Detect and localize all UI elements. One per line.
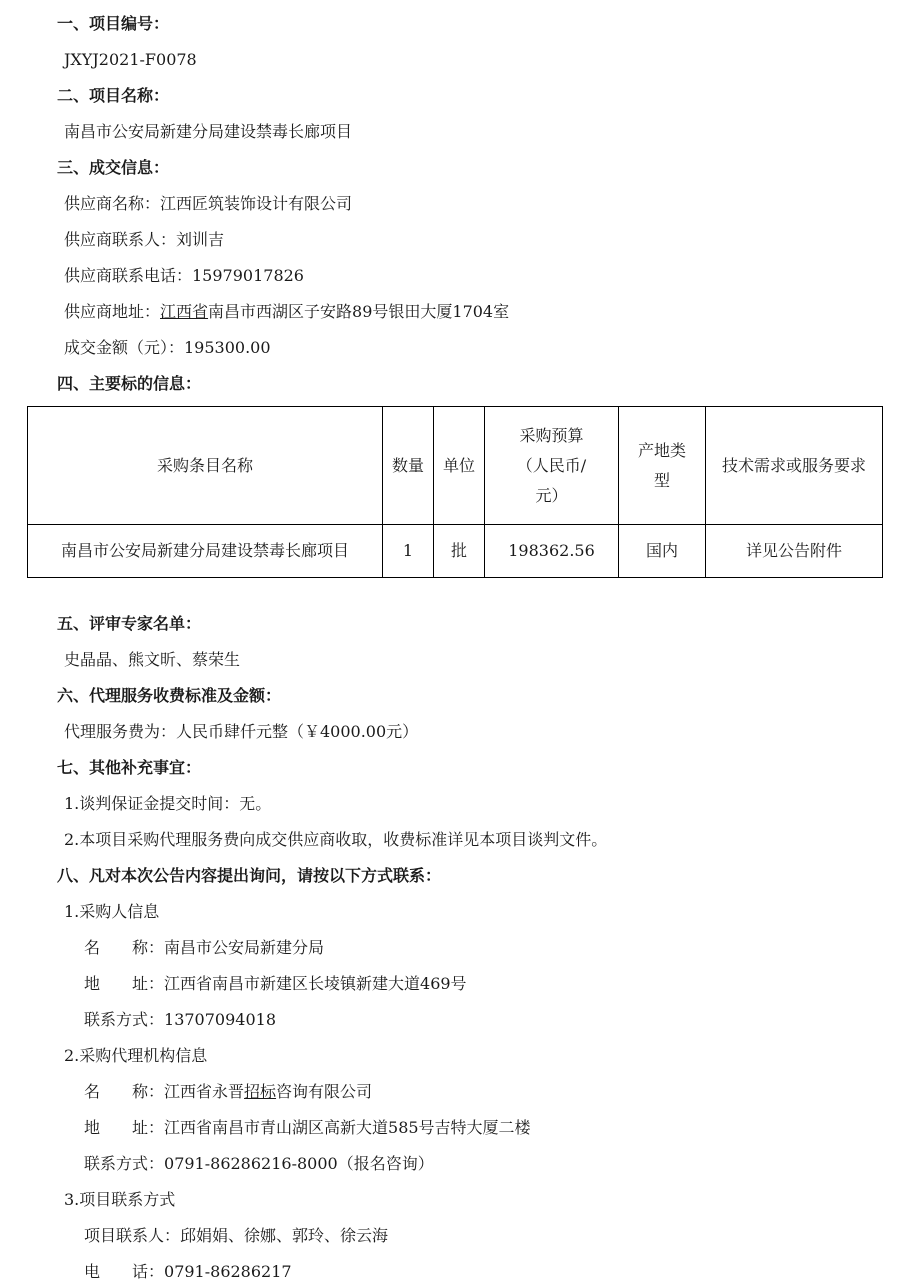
buyer-address-value: 江西省南昌市新建区长堎镇新建大道469号 [164,974,467,993]
supplier-contact: 供应商联系人：刘训吉 [64,230,225,249]
header-unit: 单位 [434,407,485,525]
project-contact-phone-value: 0791-86286217 [164,1262,292,1281]
agency-address [84,1118,531,1138]
cell-item-name: 南昌市公安局新建分局建设禁毒长廊项目 [28,525,383,578]
cell-budget: 198362.56 [485,525,619,578]
agency-contact [84,1154,434,1174]
header-budget: 采购预算（人民币/元） [485,407,619,525]
agency-name-link[interactable]: 招标 [244,1082,277,1101]
agency-heading: 2.采购代理机构信息 [64,1046,208,1065]
supplier-address-label: 供应商地址： [64,302,161,321]
buyer-address [84,974,467,994]
buyer-contact-label: 联系方式： [84,1010,165,1029]
agency-contact-label: 联系方式： [84,1154,165,1173]
header-quantity: 数量 [383,407,434,525]
cell-quantity: 1 [383,525,434,578]
supplier-phone: 供应商联系电话：15979017826 [64,266,304,285]
section-2-title: 二、项目名称： [57,86,170,105]
agency-name-post: 咨询有限公司 [276,1082,373,1101]
supplier-address [64,302,509,322]
project-contact-people-label: 项目联系人： [84,1226,181,1245]
project-contact-heading: 3.项目联系方式 [64,1190,176,1209]
supplier-name: 供应商名称：江西匠筑装饰设计有限公司 [64,194,353,213]
agency-address-label: 地 址： [84,1118,165,1137]
items-table [27,406,883,578]
deal-amount: 成交金额（元）：195300.00 [64,338,271,357]
section-7-title: 七、其他补充事宜： [57,758,202,777]
agency-fee: 代理服务费为：人民币肆仟元整（￥4000.00元） [64,722,419,741]
project-name: 南昌市公安局新建分局建设禁毒长廊项目 [64,122,353,141]
project-contact-people [84,1226,388,1246]
project-contact-phone-label: 电 话： [84,1262,165,1281]
supplier-address-province-link[interactable]: 江西省 [160,302,209,321]
buyer-heading: 1.采购人信息 [64,902,160,921]
buyer-address-label: 地 址： [84,974,165,993]
section-8-title: 八、凡对本次公告内容提出询问，请按以下方式联系： [57,866,442,885]
expert-list: 史晶晶、熊文昕、蔡荣生 [64,650,241,669]
note-2: 2.本项目采购代理服务费向成交供应商收取，收费标准详见本项目谈判文件。 [64,830,608,849]
section-1-title: 一、项目编号： [57,14,170,33]
header-item-name: 采购条目名称 [28,407,383,525]
header-requirements: 技术需求或服务要求 [706,407,883,525]
header-origin-type: 产地类型 [619,407,706,525]
agency-name-label: 名 称： [84,1082,165,1101]
agency-name [84,1082,372,1102]
section-3-title: 三、成交信息： [57,158,170,177]
table-row [28,525,883,578]
project-number: JXYJ2021-F0078 [64,50,197,69]
cell-origin-type: 国内 [619,525,706,578]
buyer-contact-value: 13707094018 [164,1010,276,1029]
agency-address-value: 江西省南昌市青山湖区高新大道585号吉特大厦二楼 [164,1118,531,1137]
buyer-name-value: 南昌市公安局新建分局 [164,938,325,957]
section-5-title: 五、评审专家名单： [57,614,202,633]
table-header-row [28,407,883,525]
project-contact-phone [84,1262,292,1282]
supplier-address-rest: 南昌市西湖区子安路89号银田大厦1704室 [208,302,510,321]
note-1: 1.谈判保证金提交时间：无。 [64,794,272,813]
buyer-contact [84,1010,276,1030]
project-contact-people-value: 邱娟娟、徐娜、郭玲、徐云海 [180,1226,389,1245]
agency-name-pre: 江西省永晋 [164,1082,245,1101]
cell-requirements: 详见公告附件 [706,525,883,578]
section-4-title: 四、主要标的信息： [57,374,202,393]
section-6-title: 六、代理服务收费标准及金额： [57,686,282,705]
buyer-name [84,938,324,958]
cell-unit: 批 [434,525,485,578]
agency-contact-value: 0791-86286216-8000（报名咨询） [164,1154,434,1173]
buyer-name-label: 名 称： [84,938,165,957]
